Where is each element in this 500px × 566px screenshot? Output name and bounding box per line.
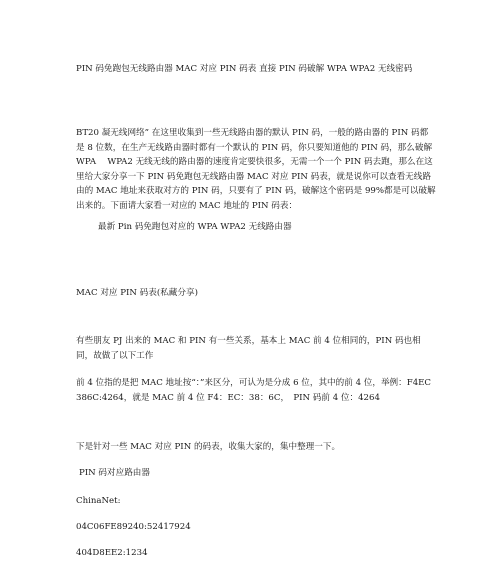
intro-paragraph: BT20 凝无线网络” 在这里收集到一些无线路由器的默认 PIN 码，一般的路由器的 PIN 码都是 8 位数，在生产无线路由器时都有一个默认的 PIN 码，你只要知道他的 PIN 码，那么破解 WPA WPA2 无线无线的路由器的速度肯定要快很多，无需一个一个 PIN 码去跑，那么在这里给大家分享一下 PIN 码免跑包无线路由器 MAC 对应 PIN 码表，就是说你可以查看无线路由的 MAC 地址来获取对方的 PIN 码，只要有了 PIN 码，破解这个密码是 99%都是可以破解出来的。下面请大家看一对应的 MAC 地址的 PIN 码表： xyxy=(76,128,436,211)
subheading: 最新 Pin 码免跑包对应的 WPA WPA2 无线路由器 xyxy=(98,222,292,232)
isp-label: ChinaNet: xyxy=(76,496,121,506)
friend-note-paragraph: 有些朋友 PJ 出来的 MAC 和 PIN 有一些关系，基本上 MAC 前 4 位相同的，PIN 码也相同，故做了以下工作 xyxy=(76,336,421,361)
mac-pin-entry: 404D8EE2:1234 xyxy=(76,548,148,558)
mac-pin-entry: 04C06FE89240:52417924 xyxy=(76,522,191,532)
pin-router-label: PIN 码对应路由器 xyxy=(79,468,150,478)
document-title: PIN 码免跑包无线路由器 MAC 对应 PIN 码表 直接 PIN 码破解 WPA WPA2 无线密码 xyxy=(76,64,413,74)
table-intro-line: 下是针对一些 MAC 对应 PIN 的码表，收集大家的，集中整理一下。 xyxy=(76,442,341,452)
prefix-note-paragraph: 前 4 位指的是把 MAC 地址按“：”来区分，可认为是分成 6 位，其中的前 4 位，举例：F4EC386C:4264，就是 MAC 前 4 位 F4：EC：38：6C， PIN 码前 4 位：4264 xyxy=(76,378,432,403)
mac-pin-table-heading: MAC 对应 PIN 码表(私藏分享) xyxy=(76,288,198,298)
